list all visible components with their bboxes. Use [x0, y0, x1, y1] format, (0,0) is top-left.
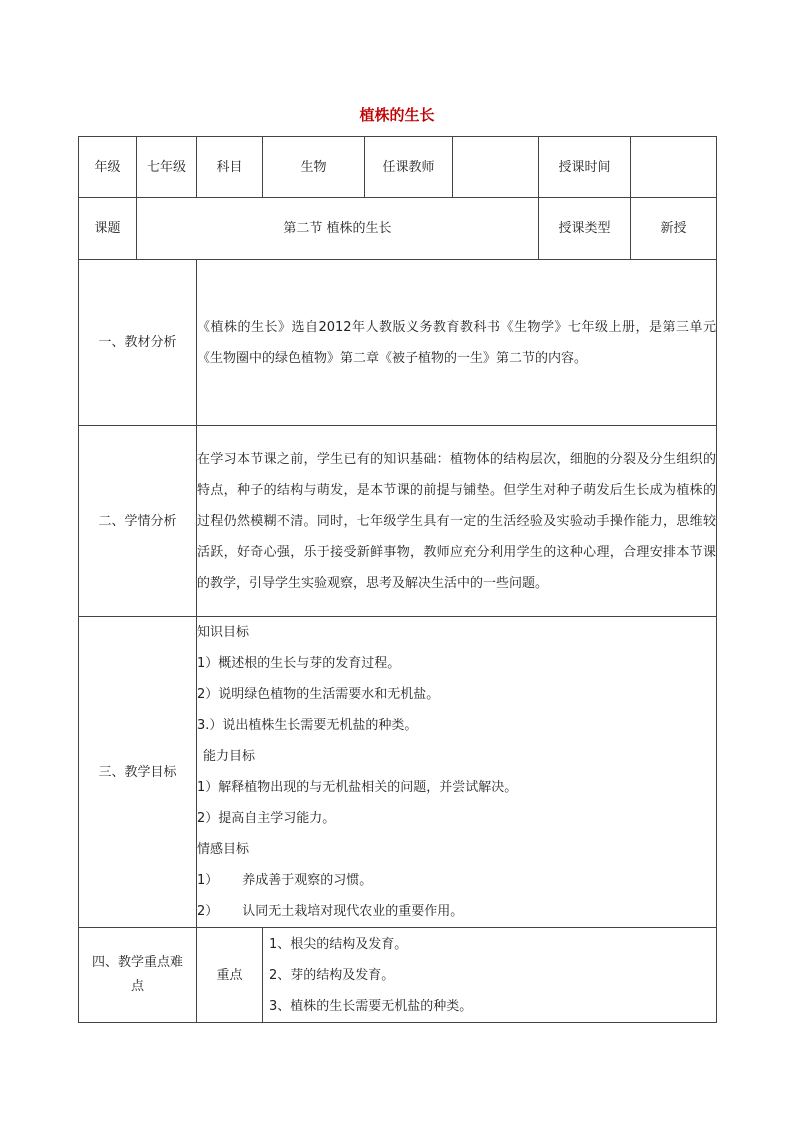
ability-objective-1: 1）解释植物出现的与无机盐相关的问题，并尝试解决。 — [197, 780, 518, 795]
section-textbook-analysis — [79, 260, 717, 426]
key-points-label: 重点 — [197, 928, 263, 1023]
teacher-label: 任课教师 — [365, 137, 453, 198]
section4-label — [79, 928, 197, 1023]
section1-text: 《植株的生长》选自2012年人教版义务教育教科书《生物学》七年级上册，是第三单元《生物圈中的绿色植物》第二章《被子植物的一生》第二节的内容。 — [197, 319, 716, 366]
grade-label: 年级 — [79, 137, 137, 198]
section3-label: 三、教学目标 — [79, 617, 197, 928]
section2-label: 二、学情分析 — [79, 426, 197, 617]
topic-value: 第二节 植株的生长 — [137, 198, 539, 260]
section-teaching-objectives — [79, 617, 717, 928]
section-student-analysis — [79, 426, 717, 617]
header-row — [79, 137, 717, 198]
section4-label-line1: 四、教学重点难 — [91, 955, 183, 970]
key-point-1: 1、根尖的结构及发育。 — [269, 936, 408, 952]
subject-label: 科目 — [197, 137, 263, 198]
emotion-objective-1 — [197, 865, 716, 896]
emotion-objective-1-number: 1） — [197, 873, 219, 888]
knowledge-objective-2: 2）说明绿色植物的生活需要水和无机盐。 — [197, 687, 440, 702]
emotion-objective-1-text: 养成善于观察的习惯。 — [242, 873, 373, 888]
topic-label: 课题 — [79, 198, 137, 260]
emotion-objective-2-text: 认同无土栽培对现代农业的重要作用。 — [242, 904, 464, 919]
knowledge-objective-3: 3.）说出植株生长需要无机盐的种类。 — [197, 718, 418, 733]
subject-value: 生物 — [263, 137, 365, 198]
knowledge-objectives-heading: 知识目标 — [197, 625, 250, 640]
key-point-2: 2、芽的结构及发育。 — [269, 967, 395, 983]
type-value: 新授 — [631, 198, 717, 260]
knowledge-objective-1: 1）概述根的生长与芽的发育过程。 — [197, 656, 401, 671]
section1-label: 一、教材分析 — [79, 260, 197, 426]
ability-objectives-heading: 能力目标 — [203, 749, 256, 764]
topic-row — [79, 198, 717, 260]
grade-value: 七年级 — [137, 137, 197, 198]
emotion-objective-2 — [197, 896, 716, 927]
time-value — [631, 137, 717, 198]
section2-text: 在学习本节课之前，学生已有的知识基础：植物体的结构层次，细胞的分裂及分生组织的特点，种子的结构与萌发，是本节课的前提与铺垫。但学生对种子萌发后生长成为植株的过程仍然模糊不清。同时，七年级学生具有一定的生活经验及实验动手操作能力，思维较活跃，好奇心强，乐于接受新鲜事物，教师应充分利用学生的这种心理，合理安排本节课的教学，引导学生实验观察，思考及解决生活中的一些问题。 — [197, 451, 716, 591]
ability-objective-2: 2）提高自主学习能力。 — [197, 811, 336, 826]
time-label: 授课时间 — [539, 137, 631, 198]
emotion-objectives-heading: 情感目标 — [197, 842, 250, 857]
teacher-value — [453, 137, 539, 198]
lesson-plan-table — [78, 136, 717, 1023]
type-label: 授课类型 — [539, 198, 631, 260]
key-point-3: 3、植株的生长需要无机盐的种类。 — [269, 998, 473, 1014]
emotion-objective-2-number: 2） — [197, 904, 219, 919]
section-key-points — [79, 928, 717, 1023]
section4-label-line2: 点 — [130, 979, 144, 994]
document-title: 植株的生长 — [359, 106, 435, 124]
